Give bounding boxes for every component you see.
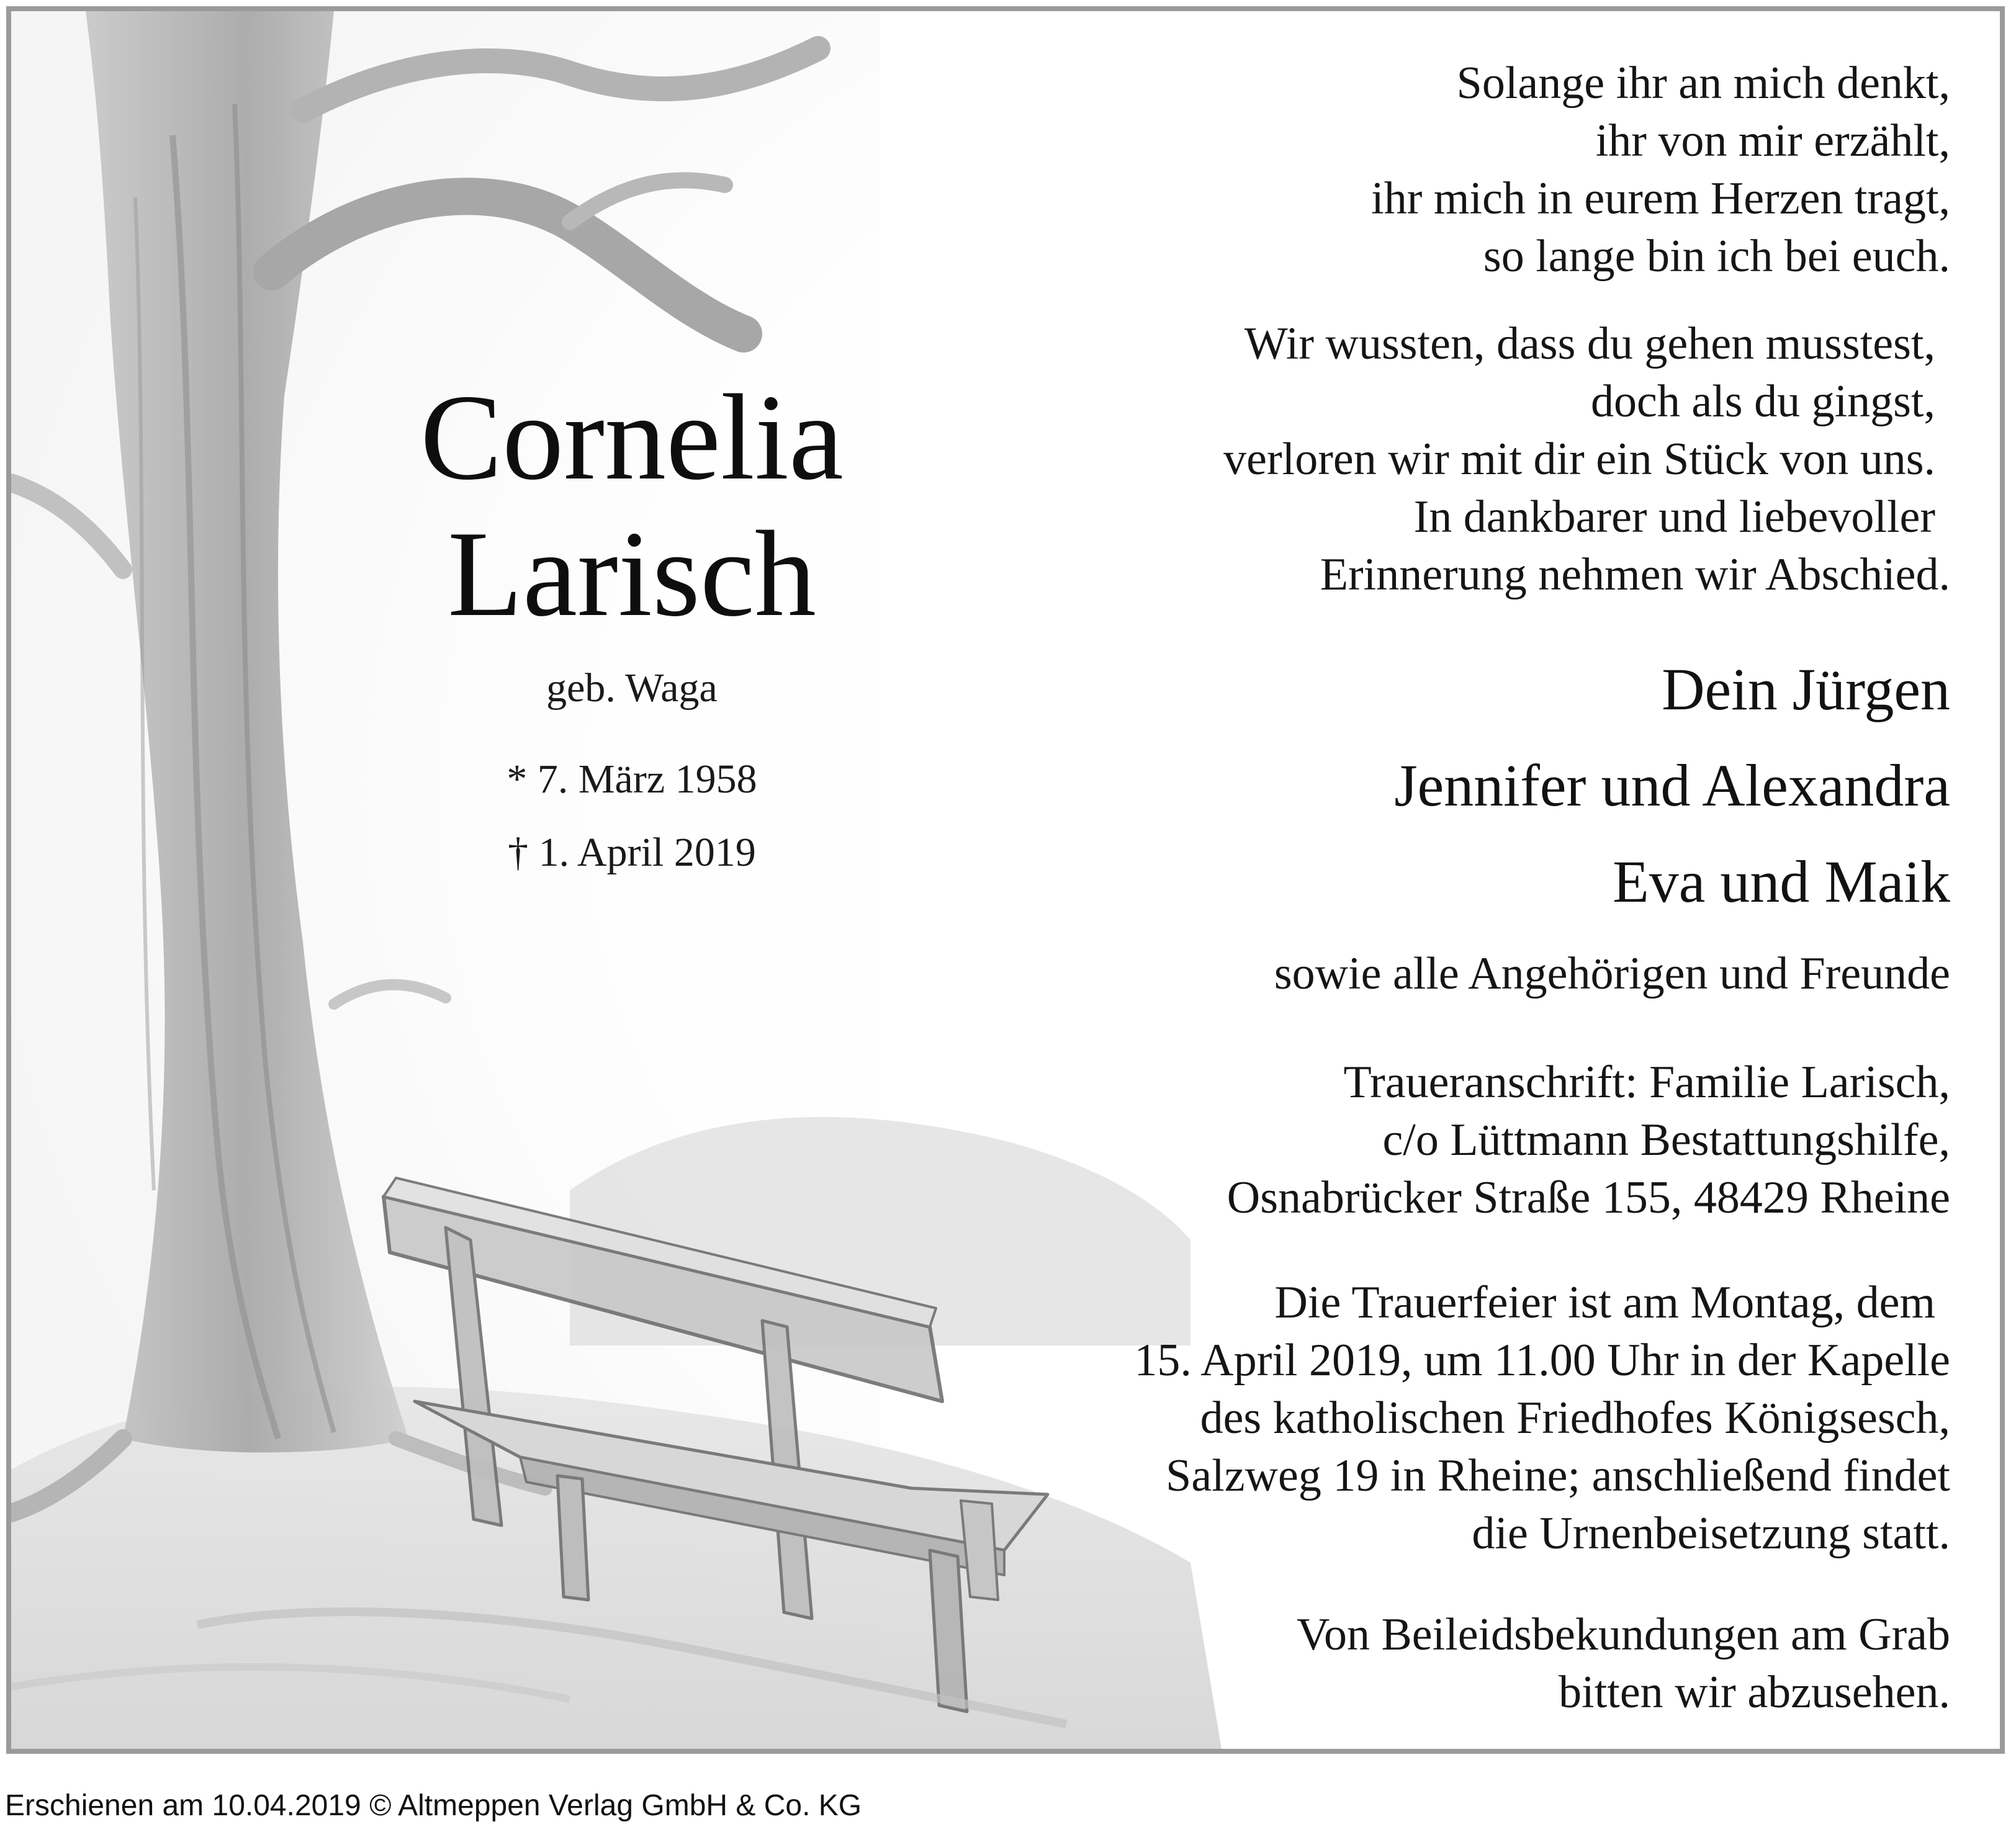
poem-1-line: so lange bin ich bei euch. xyxy=(1483,231,1950,282)
condolences-note xyxy=(957,1606,1950,1722)
deceased-first-name: Cornelia xyxy=(420,369,844,505)
ceremony-line: 15. April 2019, um 11.00 Uhr in der Kapelle xyxy=(1134,1335,1950,1386)
poem-2 xyxy=(957,315,1950,604)
family-line: Jennifer und Alexandra xyxy=(1394,752,1950,819)
birth-date: * 7. März 1958 xyxy=(506,757,757,802)
poem-2-line: In dankbarer und liebevoller xyxy=(1413,492,1935,542)
poem-1-line: ihr von mir erzählt, xyxy=(1595,115,1950,166)
family-line: Dein Jürgen xyxy=(1662,656,1950,722)
poem-2-line: Erinnerung nehmen wir Abschied. xyxy=(1320,549,1950,600)
poem-1 xyxy=(957,55,1950,285)
publication-footer: Erschienen am 10.04.2019 © Altmeppen Verlag GmbH & Co. KG xyxy=(5,1789,862,1822)
address-line: Osnabrücker Straße 155, 48429 Rheine xyxy=(1226,1172,1950,1223)
ceremony-line: des katholischen Friedhofes Königsesch, xyxy=(1200,1393,1950,1444)
address-line: c/o Lüttmann Bestattungshilfe, xyxy=(1382,1115,1950,1165)
family-line: Eva und Maik xyxy=(1613,848,1950,915)
death-date: † 1. April 2019 xyxy=(508,830,756,875)
obituary-frame xyxy=(6,6,2005,1754)
funeral-ceremony xyxy=(833,1274,1950,1563)
condolences-line: bitten wir abzusehen. xyxy=(1559,1667,1950,1718)
ceremony-line: die Urnenbeisetzung statt. xyxy=(1472,1508,1950,1559)
ceremony-line: Die Trauerfeier ist am Montag, dem xyxy=(1274,1277,1935,1328)
condolences-line: Von Beileidsbekundungen am Grab xyxy=(1297,1609,1950,1660)
deceased-last-name: Larisch xyxy=(448,506,816,642)
ceremony-line: Salzweg 19 in Rheine; anschließend findet xyxy=(1166,1450,1950,1501)
relatives-line: sowie alle Angehörigen und Freunde xyxy=(1274,948,1950,999)
poem-2-line: Wir wussten, dass du gehen musstest, xyxy=(1244,318,1935,369)
poem-1-line: ihr mich in eurem Herzen tragt, xyxy=(1371,173,1950,224)
poem-2-line: verloren wir mit dir ein Stück von uns. xyxy=(1223,434,1935,485)
mourning-address xyxy=(957,1054,1950,1227)
poem-2-line: doch als du gingst, xyxy=(1591,376,1935,427)
address-line: Traueranschrift: Familie Larisch, xyxy=(1343,1057,1950,1108)
poem-1-line: Solange ihr an mich denkt, xyxy=(1456,58,1950,109)
maiden-name: geb. Waga xyxy=(546,665,718,711)
